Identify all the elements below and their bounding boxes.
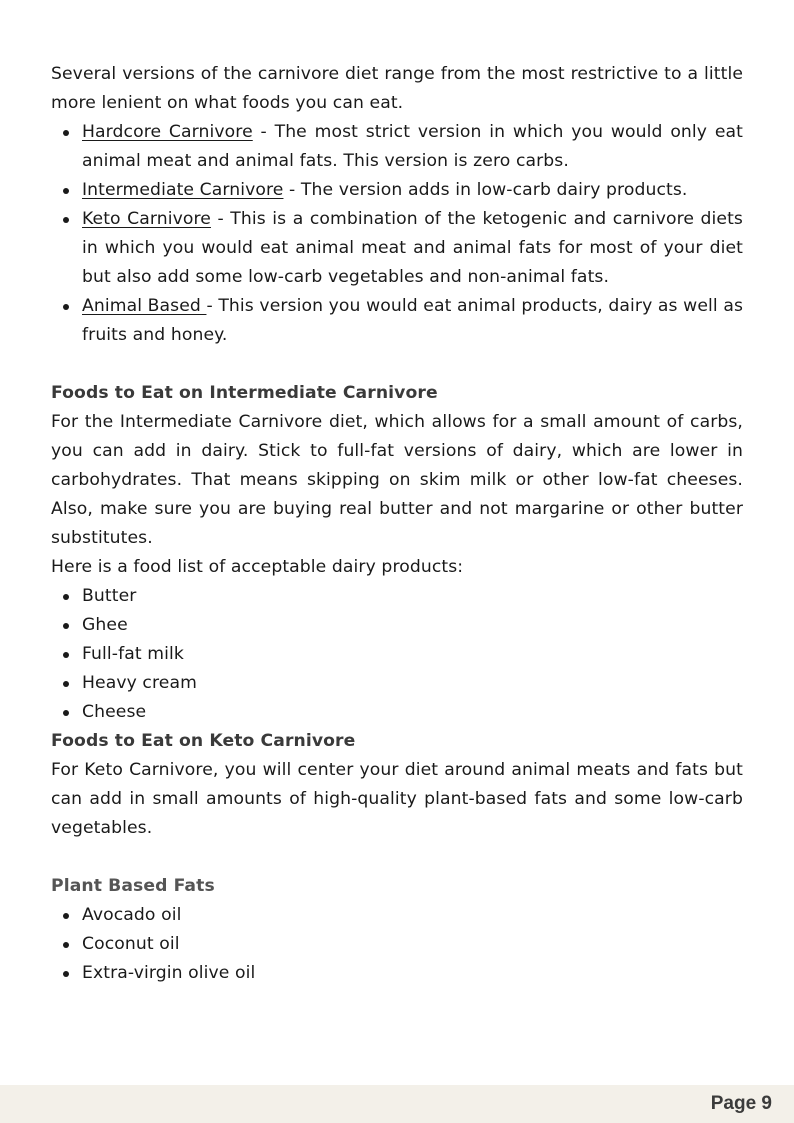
list-item: Heavy cream [82, 669, 743, 698]
page-number: Page 9 [710, 1093, 772, 1114]
list-item [82, 205, 743, 292]
version-name: Animal Based [82, 296, 207, 316]
list-item: Extra-virgin olive oil [82, 959, 743, 988]
version-description: - This is a combination of the ketogenic and carnivore diets in which you would eat animal meat and animal fats for most of your diet but also add some low-carb vegetables and non-animal fats. [82, 209, 743, 287]
intro-paragraph: Several versions of the carnivore diet range from the most restrictive to a little more lenient on what foods you can eat. [51, 64, 743, 113]
list-item [82, 292, 743, 350]
list-item: Ghee [82, 611, 743, 640]
plant-fats-subheading: Plant Based Fats [51, 876, 215, 896]
list-item: Avocado oil [82, 901, 743, 930]
list-item: Cheese [82, 698, 743, 727]
page-footer [0, 1085, 794, 1123]
version-name: Intermediate Carnivore [82, 180, 284, 200]
spacer [51, 843, 743, 872]
list-item: Full-fat milk [82, 640, 743, 669]
version-description: - This version you would eat animal products, dairy as well as fruits and honey. [82, 296, 744, 345]
keto-heading: Foods to Eat on Keto Carnivore [51, 731, 356, 751]
dairy-list-intro: Here is a food list of acceptable dairy products: [51, 557, 464, 577]
dairy-list [51, 582, 743, 727]
spacer [51, 350, 743, 379]
list-item [82, 118, 743, 176]
intermediate-body: For the Intermediate Carnivore diet, which allows for a small amount of carbs, you can add in dairy. Stick to full-fat versions of dairy, which are lower in carbohydrates. That means skipping on skim milk or other low-fat cheeses. Also, make sure you are buying real butter and not margarine or other butter substitutes. [51, 412, 743, 548]
plant-fats-list [51, 901, 743, 988]
diet-versions-list [51, 118, 743, 350]
intermediate-heading: Foods to Eat on Intermediate Carnivore [51, 383, 438, 403]
list-item [82, 176, 743, 205]
version-name: Hardcore Carnivore [82, 122, 253, 142]
page-content [51, 60, 743, 988]
version-name: Keto Carnivore [82, 209, 211, 229]
keto-body: For Keto Carnivore, you will center your diet around animal meats and fats but can add in small amounts of high-quality plant-based fats and some low-carb vegetables. [51, 760, 743, 838]
list-item: Coconut oil [82, 930, 743, 959]
list-item: Butter [82, 582, 743, 611]
version-description: - The most strict version in which you would only eat animal meat and animal fats. This version is zero carbs. [82, 122, 743, 171]
version-description: - The version adds in low-carb dairy products. [283, 180, 688, 200]
